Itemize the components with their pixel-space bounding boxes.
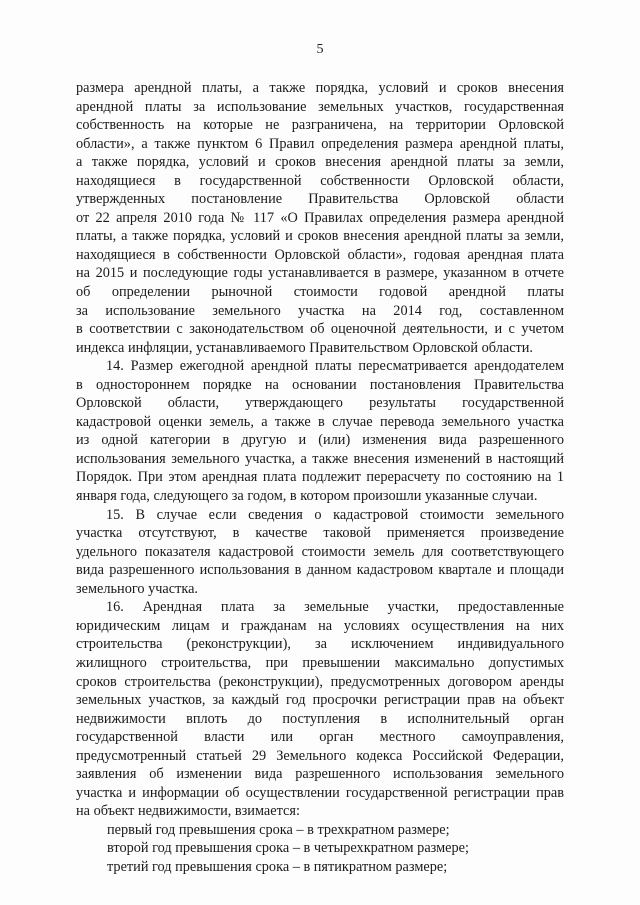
text-line: 14. Размер ежегодной арендной платы пересматривается арендодателем bbox=[106, 358, 564, 375]
text-line: на 2015 и последующие годы устанавливается в размере, указанном в отчете bbox=[76, 265, 564, 282]
paragraph-14 bbox=[76, 357, 564, 505]
paragraph-15 bbox=[76, 506, 564, 599]
page-number: 5 bbox=[316, 42, 324, 57]
text-line: арендной платы за использование земельных участков, государственная bbox=[76, 98, 564, 115]
text-line: собственность на которые не разграничена, на территории Орловской bbox=[76, 117, 564, 134]
text-line: Порядок. При этом арендная плата подлежит перерасчету по состоянию на 1 bbox=[76, 469, 564, 486]
text-line: в соответствии с законодательством об оценочной деятельности, и с учетом bbox=[76, 321, 564, 338]
text-line: строительства (реконструкции), за исключением индивидуального bbox=[76, 636, 564, 653]
text-line: индекса инфляции, устанавливаемого Правительством Орловской области. bbox=[76, 339, 534, 356]
text-line: земельного участка. bbox=[76, 580, 198, 597]
text-line: из одной категории в другую и (или) изменения вида разрешенного bbox=[76, 432, 564, 449]
paragraph-16 bbox=[76, 598, 564, 821]
penalty-list bbox=[76, 821, 564, 877]
text-line: а также порядка, условий и сроков внесения арендной платы за земли, bbox=[76, 154, 564, 171]
text-line: за использование земельного участка на 2014 год, составленном bbox=[76, 302, 564, 319]
text-line: кадастровой оценки земель, а также в случае перевода земельного участка bbox=[76, 413, 564, 430]
text-line: утвержденных постановление Правительства Орловской области bbox=[76, 191, 564, 208]
text-line: области», а также пунктом 6 Правил определения размера арендной платы, bbox=[76, 135, 564, 152]
text-line: от 22 апреля 2010 года № 117 «О Правилах определения размера арендной bbox=[76, 209, 564, 226]
text-line: предусмотренный статьей 29 Земельного кодекса Российской Федерации, bbox=[76, 747, 564, 764]
text-line: участка отсутствуют, в качестве таковой применяется произведение bbox=[76, 525, 564, 542]
paragraph-continuation bbox=[76, 79, 564, 357]
text-line: размера арендной платы, а также порядка, условий и сроков внесения bbox=[76, 80, 564, 96]
text-line: заявления об изменении вида разрешенного использования земельного bbox=[76, 766, 564, 783]
text-line: января года, следующего за годом, в котором произошли указанные случаи. bbox=[76, 488, 538, 505]
text-line: Орловской области, утверждающего результаты государственной bbox=[76, 395, 564, 412]
text-line: вида разрешенного использования в данном кадастровом квартале и площади bbox=[76, 562, 564, 579]
text-line: недвижимости вплоть до поступления в исполнительный орган bbox=[76, 710, 564, 727]
document-body bbox=[76, 79, 564, 877]
list-item: второй год превышения срока – в четырехкратном размере; bbox=[107, 840, 469, 857]
text-line: удельного показателя кадастровой стоимости земель для соответствующего bbox=[76, 543, 564, 560]
text-line: платы, а также порядка, условий и сроков внесения арендной платы за земли, bbox=[76, 228, 564, 245]
text-line: в одностороннем порядке на основании постановления Правительства bbox=[76, 376, 564, 393]
text-line: участка и информации об осуществлении государственной регистрации прав bbox=[76, 784, 564, 801]
list-item: третий год превышения срока – в пятикратном размере; bbox=[107, 858, 448, 875]
text-line: государственной власти или орган местного самоуправления, bbox=[76, 729, 564, 746]
text-line: 15. В случае если сведения о кадастровой стоимости земельного bbox=[106, 506, 564, 523]
text-line: на объект недвижимости, взимается: bbox=[76, 803, 300, 820]
list-item: первый год превышения срока – в трехкратном размере; bbox=[107, 821, 450, 838]
text-line: 16. Арендная плата за земельные участки, предоставленные bbox=[106, 599, 564, 616]
text-line: жилищного строительства, при превышении максимально допустимых bbox=[76, 654, 564, 671]
text-line: об определении рыночной стоимости годовой арендной платы bbox=[76, 284, 564, 301]
text-line: находящиеся в собственности Орловской области», годовая арендная плата bbox=[76, 246, 564, 263]
text-line: использования земельного участка, а также внесения изменений в настоящий bbox=[76, 450, 564, 467]
text-line: сроков строительства (реконструкции), предусмотренных договором аренды bbox=[76, 673, 564, 690]
text-line: земельных участков, за каждый год просрочки регистрации прав на объект bbox=[76, 692, 564, 709]
text-line: находящиеся в государственной собственности Орловской области, bbox=[76, 172, 564, 189]
text-line: юридическим лицам и гражданам на условиях осуществления на них bbox=[76, 617, 564, 634]
